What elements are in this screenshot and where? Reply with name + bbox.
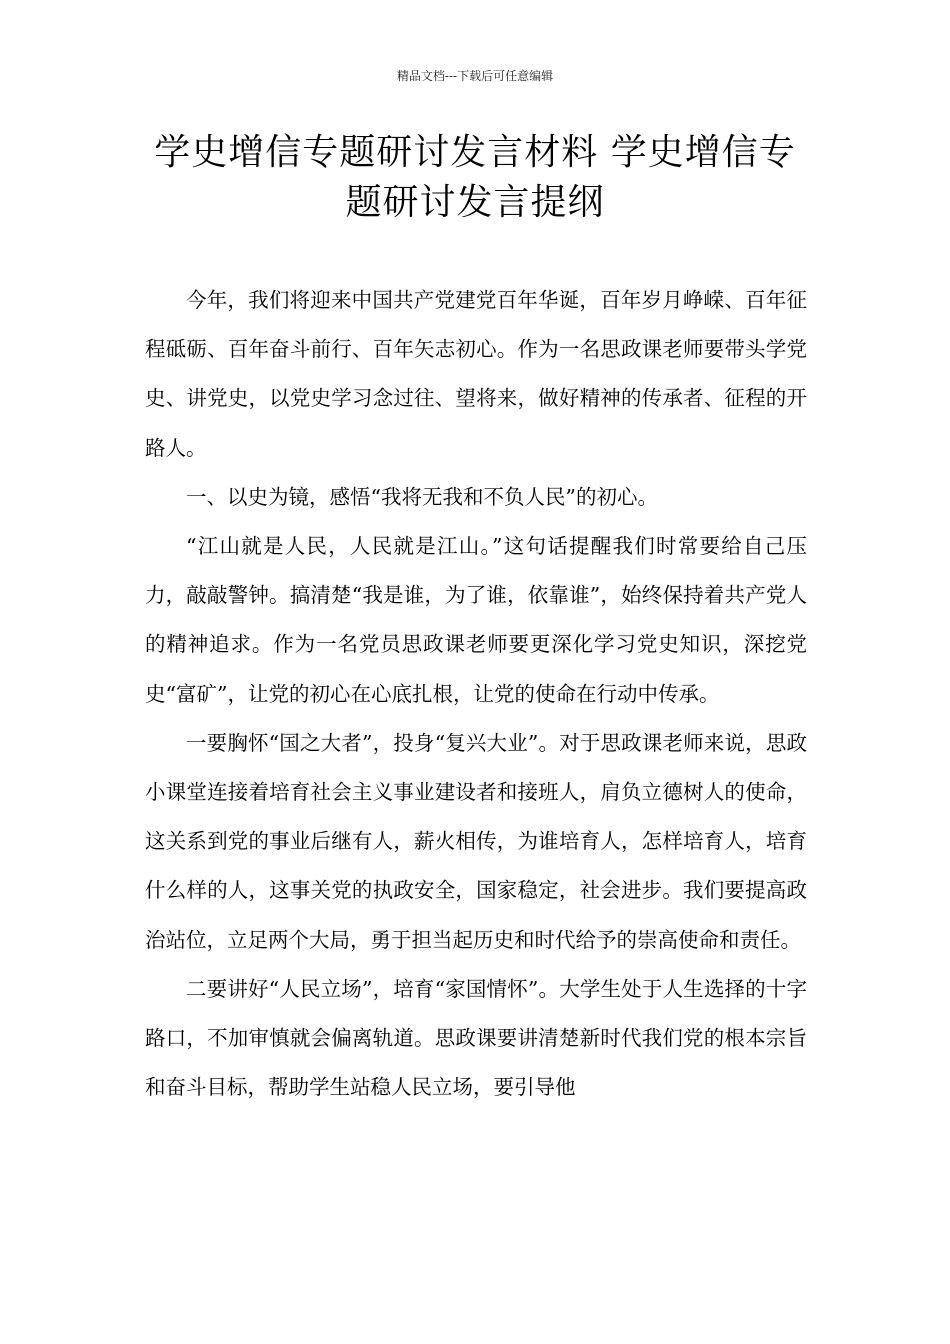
paragraph-intro: 今年，我们将迎来中国共产党建党百年华诞，百年岁月峥嵘、百年征程砥砺、百年奋斗前行、百年矢志初心。作为一名思政课老师要带头学党史、讲党史，以党史学习念过往、望将来，做好精神的传承者、征程的开路人。	[145, 288, 807, 460]
paragraph-point-2: 二要讲好“人民立场”，培育“家国情怀”。大学生处于人生选择的十字路口，不加审慎就会偏离轨道。思政课要讲清楚新时代我们党的根本宗旨和奋斗目标，帮助学生站稳人民立场，要引导他	[145, 976, 807, 1100]
paragraph-quote: “江山就是人民，人民就是江山。”这句话提醒我们时常要给自己压力，敲敲警钟。搞清楚“我是谁，为了谁，依靠谁”，始终保持着共产党人的精神追求。作为一名党员思政课老师要更深化学习党史知识，深挖党史“富矿”，让党的初心在心底扎根，让党的使命在行动中传承。	[145, 534, 807, 706]
header-note: 精品文档---下载后可任意编辑	[396, 69, 554, 83]
section-heading-1: 一、以史为镜，感悟“我将无我和不负人民”的初心。	[186, 484, 658, 509]
document-body	[145, 276, 807, 1112]
document-title: 学史增信专题研讨发言材料 学史增信专题研讨发言提纲	[154, 132, 796, 223]
paragraph-point-1: 一要胸怀“国之大者”，投身“复兴大业”。对于思政课老师来说，思政小课堂连接着培育社会主义事业建设者和接班人，肩负立德树人的使命，这关系到党的事业后继有人，薪火相传，为谁培育人，怎样培育人，培育什么样的人，这事关党的执政安全，国家稳定，社会进步。我们要提高政治站位，立足两个大局，勇于担当起历史和时代给予的崇高使命和责任。	[145, 730, 807, 952]
